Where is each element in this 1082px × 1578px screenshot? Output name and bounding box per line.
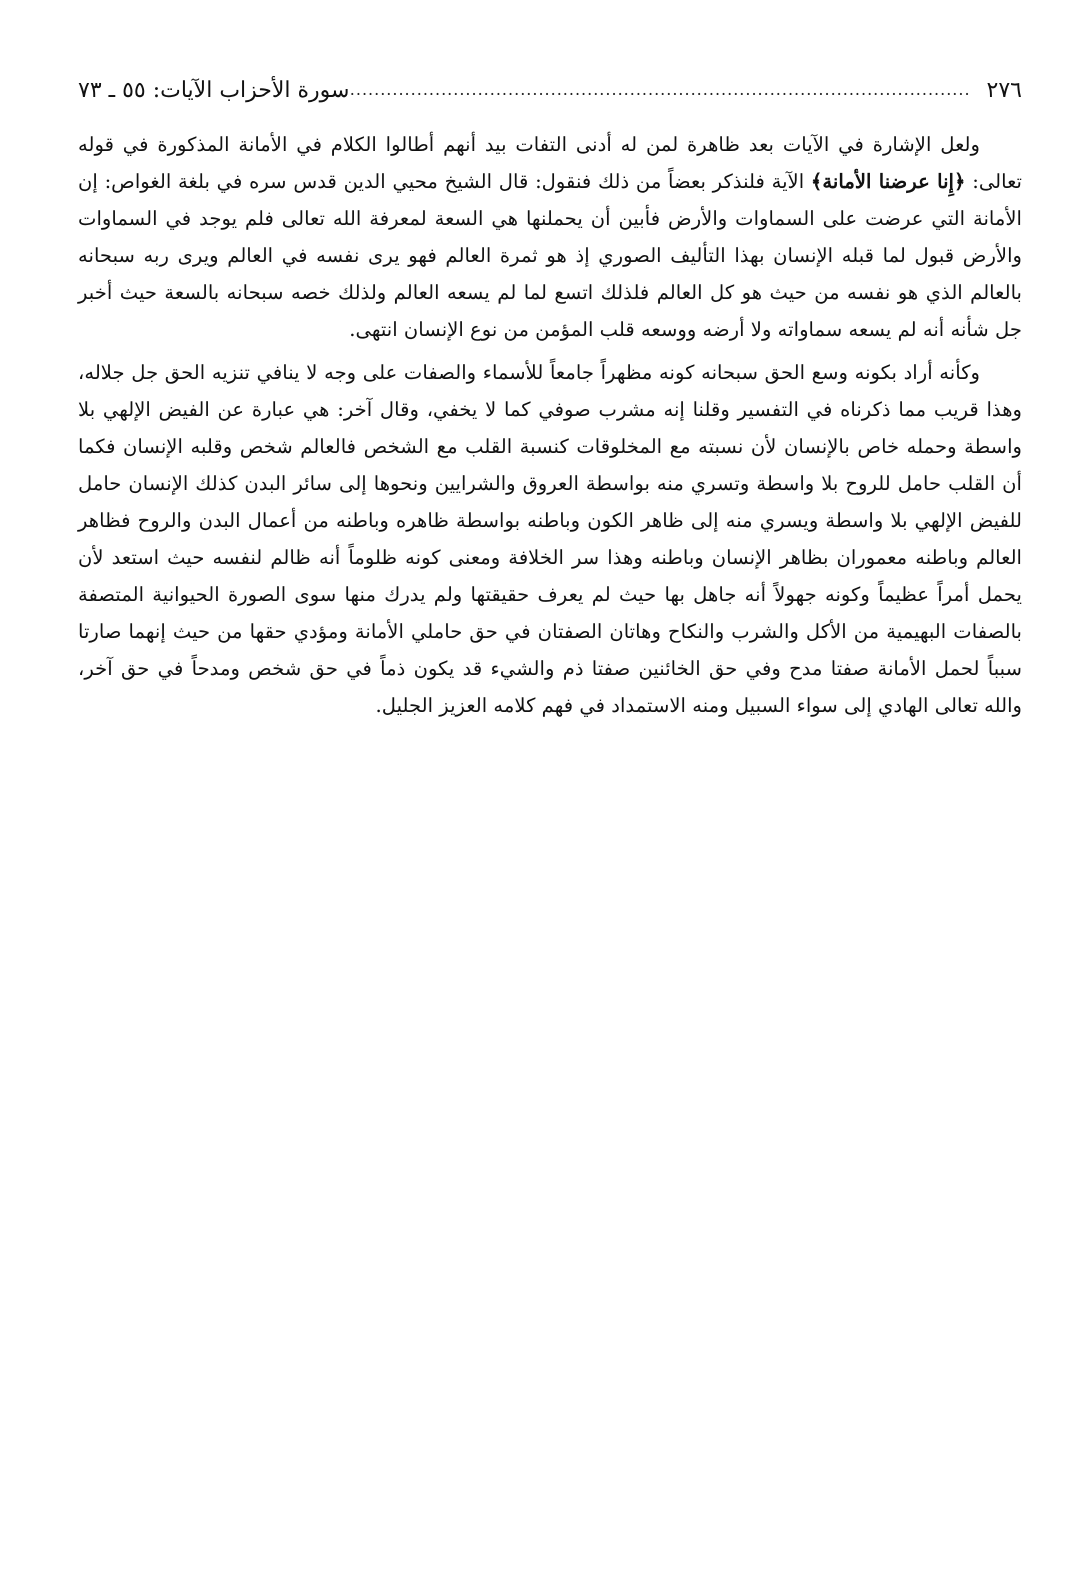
page-body bbox=[78, 126, 1022, 724]
quran-quote: ﴿إِنا عرضنا الأمانة﴾ bbox=[810, 170, 966, 193]
book-page bbox=[78, 70, 1022, 730]
header-dot-leader bbox=[349, 82, 976, 98]
page-number: ٢٧٦ bbox=[986, 77, 1022, 103]
page-header bbox=[78, 70, 1022, 110]
paragraph-2: وكأنه أراد بكونه وسع الحق سبحانه كونه مظهراً جامعاً للأسماء والصفات على وجه لا ينافي تنزيه الحق جل جلاله، وهذا قريب مما ذكرناه في التفسير وقلنا إنه مشرب صوفي كما لا يخفي، وقال آخر: هي عبارة عن الفيض الإلهي بلا واسطة وحمله خاص بالإنسان لأن نسبته مع المخلوقات كنسبة القلب مع الشخص فالعالم شخص وقلبه الإنسان فكما أن القلب حامل للروح بلا واسطة وتسري منه بواسطة العروق والشرايين ونحوها إلى سائر البدن كذلك الإنسان حامل للفيض الإلهي بلا واسطة ويسري منه إلى ظاهر الكون وباطنه بواسطة ظاهره وباطنه من أعمال البدن والروح فظاهر العالم وباطنه معموران بظاهر الإنسان وباطنه وهذا سر الخلافة ومعنى كونه ظلوماً أنه ظالم لنفسه حيث استعد لأن يحمل أمراً عظيماً وكونه جهولاً أنه جاهل بها حيث لم يعرف حقيقتها ولم يدرك منها سوى الصورة الحيوانية المتصفة بالصفات البهيمية من الأكل والشرب والنكاح وهاتان الصفتان في حق حاملي الأمانة ومؤدي حقها من حيث إنهما صارتا سبباً لحمل الأمانة صفتا مدح وفي حق الخائنين صفتا ذم والشيء قد يكون ذماً في حق شخص ومدحاً في حق آخر، والله تعالى الهادي إلى سواء السبيل ومنه الاستمداد في فهم كلامه العزيز الجليل. bbox=[78, 361, 1022, 717]
paragraph-1-intro: ولعل الإشارة في الآيات بعد ظاهرة لمن له أدنى التفات بيد أنهم أطالوا الكلام في الأمانة المذكورة في قوله تعالى: bbox=[78, 133, 1023, 193]
surah-title: سورة الأحزاب الآيات: ٥٥ ـ ٧٣ bbox=[78, 77, 350, 103]
paragraph-1 bbox=[78, 126, 1022, 348]
paragraph-1-rest: الآية فلنذكر بعضاً من ذلك فنقول: قال الشيخ محيي الدين قدس سره في بلغة الغواص: إن الأمانة التي عرضت على السماوات والأرض فأبين أن يحملنها هي السعة لمعرفة الله تعالى فلم يوجد في السماوات والأرض قبول لما قبله الإنسان بهذا التأليف الصوري إذ هو ثمرة العالم فهو يرى نفسه في العالم ويرى ربه سبحانه بالعالم الذي هو نفسه من حيث هو كل العالم فلذلك اتسع لما لم يسعه العالم ولذلك خصه سبحانه بالسعة حيث أخبر جل شأنه أنه لم يسعه سماواته ولا أرضه ووسعه قلب المؤمن من نوع الإنسان انتهى. bbox=[78, 170, 1023, 341]
